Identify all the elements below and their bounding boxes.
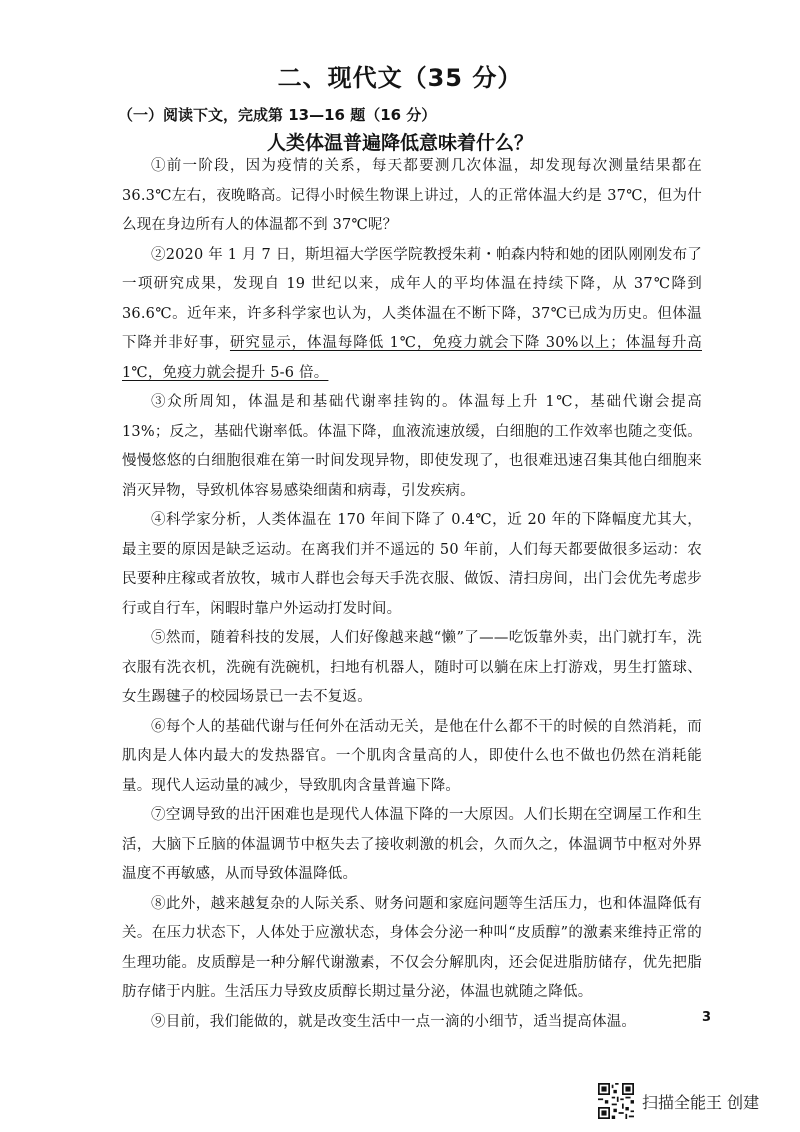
qr-code-icon bbox=[598, 1083, 634, 1119]
part-title: （一）阅读下文，完成第 13—16 题（16 分） bbox=[118, 106, 437, 124]
paragraph-2-underlined: 研究显示，体温每降低 1℃，免疫力就会下降 30%以上；体温每升高 1℃，免疫力就会提升 5-6 倍。 bbox=[122, 335, 702, 381]
article-title: 人类体温普遍降低意味着什么？ bbox=[266, 132, 533, 154]
paragraph-1: ①前一阶段，因为疫情的关系，每天都要测几次体温，却发现每次测量结果都在 36.3℃左右，夜晚略高。记得小时候生物课上讲过，人的正常体温大约是 37℃，但为什么现在身边所有人的体温都不到 37℃呢？ bbox=[122, 158, 702, 233]
page-number: 3 bbox=[702, 1010, 712, 1025]
article-body bbox=[122, 152, 702, 1037]
scanner-watermark bbox=[598, 1083, 759, 1119]
paragraph-2 bbox=[122, 241, 702, 389]
paragraph-2-main: ②2020 年 1 月 7 日，斯坦福大学医学院教授朱莉・帕森内特和她的团队刚刚发布了一项研究成果，发现自 19 世纪以来，成年人的平均体温在持续下降，从 37℃降到 36.6℃。近年来，许多科学家也认为，人类体温在不断下降，37℃已成为历史。但体温下降并非好事， bbox=[122, 246, 702, 351]
paragraph-9: ⑨目前，我们能做的，就是改变生活中一点一滴的小细节，适当提高体温。 bbox=[151, 1013, 637, 1030]
paragraph-5: ⑤然而，随着科技的发展，人们好像越来越“懒”了——吃饭靠外卖，出门就打车，洗衣服有洗衣机，洗碗有洗碗机，扫地有机器人，随时可以躺在床上打游戏，男生打篮球、女生踢毽子的校园场景已一去不复返。 bbox=[122, 630, 702, 705]
paragraph-8: ⑧此外，越来越复杂的人际关系、财务问题和家庭问题等生活压力，也和体温降低有关。在压力状态下，人体处于应激状态，身体会分泌一种叫“皮质醇”的激素来维持正常的生理功能。皮质醇是一种分解代谢激素，不仅会分解肌肉，还会促进脂肪储存，优先把脂肪存储于内脏。生活压力导致皮质醇长期过量分泌，体温也就随之降低。 bbox=[122, 895, 702, 1000]
watermark-text: 扫描全能王 创建 bbox=[642, 1092, 760, 1112]
paragraph-7: ⑦空调导致的出汗困难也是现代人体温下降的一大原因。人们长期在空调屋工作和生活，大脑下丘脑的体温调节中枢失去了接收刺激的机会，久而久之，体温调节中枢对外界温度不再敏感，从而导致体温降低。 bbox=[122, 807, 702, 882]
paragraph-6: ⑥每个人的基础代谢与任何外在活动无关，是他在什么都不干的时候的自然消耗，而肌肉是人体内最大的发热器官。一个肌肉含量高的人，即使什么也不做也仍然在消耗能量。现代人运动量的减少，导致肌肉含量普遍下降。 bbox=[122, 718, 702, 794]
paragraph-3: ③众所周知，体温是和基础代谢率挂钩的。体温每上升 1℃，基础代谢会提高 13%；反之，基础代谢率低。体温下降，血液流速放缓，白细胞的工作效率也随之变低。慢慢悠悠的白细胞很难在第一时间发现异物，即使发现了，也很难迅速召集其他白细胞来消灭异物，导致机体容易感染细菌和病毒，引发疾病。 bbox=[122, 394, 702, 499]
section-title: 二、现代文（35 分） bbox=[277, 64, 523, 92]
paragraph-4: ④科学家分析，人类体温在 170 年间下降了 0.4℃，近 20 年的下降幅度尤其大，最主要的原因是缺乏运动。在离我们并不遥远的 50 年前，人们每天都要做很多运动：农民要种庄稼或者放牧，城市人群也会每天手洗衣服、做饭、清扫房间，出门会优先考虑步行或自行车，闲暇时靠户外运动打发时间。 bbox=[122, 512, 702, 617]
